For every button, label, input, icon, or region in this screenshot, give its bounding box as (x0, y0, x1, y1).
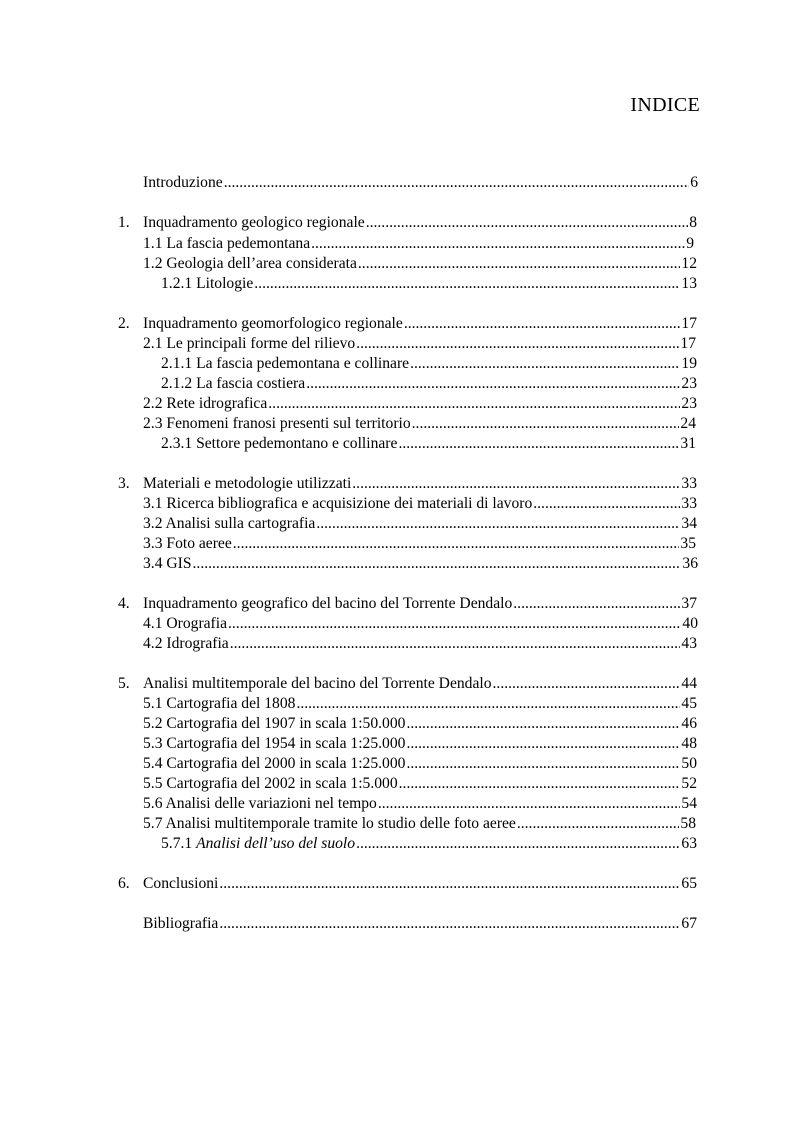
toc-entry[interactable] (143, 674, 697, 694)
toc-entry-title: 1.2.1 Litologie (161, 275, 254, 292)
toc-dot-leader (517, 814, 680, 834)
toc-entry-title: 5.4 Cartografia del 2000 in scala 1:25.000 (143, 755, 406, 772)
toc-entry-page: 54 (681, 795, 697, 812)
toc-entry[interactable] (143, 714, 697, 734)
toc-entry[interactable] (143, 614, 698, 634)
toc-entry-page: 19 (681, 355, 697, 372)
toc-dot-leader (378, 794, 681, 814)
toc-entry-title: Inquadramento geologico regionale (143, 214, 365, 231)
toc-entry-title: 1.2 Geologia dell’area considerata (143, 255, 357, 272)
toc-dot-leader (193, 554, 682, 574)
toc-entry-page: 34 (681, 515, 697, 532)
toc-dot-leader (316, 514, 680, 534)
toc-entry-page: 65 (681, 875, 697, 892)
toc-entry-title: 5.5 Cartografia del 2002 in scala 1:5.000 (143, 775, 398, 792)
toc-dot-leader (268, 394, 680, 414)
toc-dot-leader (358, 254, 681, 274)
toc-entry-prefix: 5.7.1 (161, 835, 197, 852)
toc-entry-title: 3.4 GIS (143, 555, 192, 572)
toc-entry-title: Introduzione (143, 174, 223, 191)
toc-dot-leader (410, 354, 680, 374)
toc-dot-leader (412, 414, 680, 434)
toc-dot-leader (219, 874, 680, 894)
toc-entry[interactable] (161, 354, 697, 374)
toc-dot-leader (533, 494, 680, 514)
toc-entry[interactable] (143, 334, 696, 354)
toc-entry-title: 5.1 Cartografia del 1808 (143, 695, 296, 712)
toc-entry-page: 8 (689, 214, 697, 231)
toc-dot-leader (404, 314, 681, 334)
toc-entry-title: 2.3.1 Settore pedemontano e collinare (161, 435, 398, 452)
toc-entry[interactable] (143, 173, 698, 193)
toc-entry-title: Conclusioni (143, 875, 219, 892)
toc-entry-title: 2.2 Rete idrografica (143, 395, 268, 412)
toc-entry[interactable] (143, 634, 697, 654)
toc-entry[interactable] (143, 774, 697, 794)
toc-entry-page: 17 (681, 315, 697, 332)
toc-entry-page: 40 (682, 615, 698, 632)
toc-entry-page: 43 (681, 635, 697, 652)
toc-chapter-number: 6. (118, 875, 130, 892)
toc-entry-page: 67 (681, 915, 697, 932)
toc-entry-title: 5.3 Cartografia del 1954 in scala 1:25.000 (143, 735, 406, 752)
toc-entry-page: 63 (681, 835, 697, 852)
toc-entry-page: 33 (681, 475, 697, 492)
toc-entry[interactable] (143, 494, 697, 514)
toc-entry[interactable] (161, 434, 696, 454)
toc-chapter-number: 3. (118, 475, 130, 492)
toc-dot-leader (219, 914, 680, 934)
toc-entry[interactable] (143, 734, 697, 754)
toc-entry[interactable] (143, 394, 697, 414)
toc-entry[interactable] (143, 514, 697, 534)
toc-dot-leader (352, 474, 680, 494)
toc-entry-page: 31 (680, 435, 696, 452)
toc-dot-leader (513, 594, 680, 614)
toc-entry[interactable] (143, 754, 697, 774)
toc-entry[interactable] (143, 534, 696, 554)
toc-entry-title: Analisi dell’uso del suolo (196, 835, 356, 852)
toc-entry-page: 6 (690, 174, 698, 191)
toc-entry-title: 1.1 La fascia pedemontana (143, 235, 311, 252)
toc-entry-page: 17 (680, 335, 696, 352)
toc-entry-page: 48 (681, 735, 697, 752)
toc-dot-leader (398, 434, 679, 454)
toc-dot-leader (406, 754, 680, 774)
toc-entry-title: 3.1 Ricerca bibliografica e acquisizione dei materiali di lavoro (143, 495, 533, 512)
toc-entry[interactable] (143, 694, 697, 714)
toc-dot-leader (366, 213, 689, 233)
toc-entry[interactable] (143, 474, 697, 494)
toc-entry[interactable] (143, 914, 697, 934)
toc-entry-page: 23 (681, 375, 697, 392)
toc-entry-page: 50 (681, 755, 697, 772)
toc-entry[interactable] (143, 794, 697, 814)
toc-dot-leader (296, 694, 680, 714)
toc-chapter-number: 1. (118, 214, 130, 231)
toc-dot-leader (356, 834, 680, 854)
toc-entry[interactable] (143, 234, 694, 254)
toc-dot-leader (224, 173, 690, 193)
toc-entry-title: Analisi multitemporale del bacino del Torrente Dendalo (143, 675, 492, 692)
toc-entry-title: 3.2 Analisi sulla cartografia (143, 515, 316, 532)
toc-entry-title: 2.3 Fenomeni franosi presenti sul territorio (143, 415, 411, 432)
toc-entry-page: 46 (681, 715, 697, 732)
toc-entry-title: Inquadramento geografico del bacino del Torrente Dendalo (143, 595, 513, 612)
toc-entry[interactable] (143, 554, 698, 574)
toc-entry[interactable] (161, 374, 697, 394)
toc-entry-title: Inquadramento geomorfologico regionale (143, 315, 403, 332)
toc-entry-page: 24 (680, 415, 696, 432)
toc-entry-title: Materiali e metodologie utilizzati (143, 475, 352, 492)
toc-entry-title: 5.7 Analisi multitemporale tramite lo studio delle foto aeree (143, 815, 516, 832)
toc-entry-page: 52 (681, 775, 697, 792)
toc-chapter-number: 2. (118, 315, 130, 332)
toc-entry-title: 5.6 Analisi delle variazioni nel tempo (143, 795, 377, 812)
toc-entry-page: 13 (681, 275, 697, 292)
toc-dot-leader (406, 714, 680, 734)
toc-entry-page: 9 (686, 235, 694, 252)
toc-entry-page: 44 (681, 675, 697, 692)
toc-dot-leader (228, 614, 681, 634)
toc-entry[interactable] (143, 314, 697, 334)
toc-entry-page: 33 (681, 495, 697, 512)
toc-dot-leader (493, 674, 681, 694)
toc-entry-page: 23 (681, 395, 697, 412)
toc-entry[interactable] (143, 213, 697, 233)
toc-entry-page: 45 (681, 695, 697, 712)
page-title: INDICE (630, 94, 700, 116)
toc-dot-leader (356, 334, 679, 354)
toc-entry-page: 35 (680, 535, 696, 552)
toc-entry-page: 12 (681, 255, 697, 272)
toc-entry[interactable] (143, 254, 697, 274)
toc-entry-title: Bibliografia (143, 915, 219, 932)
toc-dot-leader (254, 274, 680, 294)
toc-dot-leader (311, 234, 685, 254)
toc-entry-title: 4.2 Idrografia (143, 635, 229, 652)
toc-entry[interactable] (143, 874, 697, 894)
toc-entry[interactable] (143, 414, 696, 434)
toc-dot-leader (230, 634, 681, 654)
toc-entry-title: 2.1.1 La fascia pedemontana e collinare (161, 355, 410, 372)
toc-dot-leader (306, 374, 680, 394)
toc-entry-page: 58 (680, 815, 696, 832)
toc-entry[interactable] (161, 274, 697, 294)
toc-dot-leader (233, 534, 680, 554)
toc-dot-leader (406, 734, 680, 754)
toc-entry-page: 37 (681, 595, 697, 612)
toc-chapter-number: 4. (118, 595, 130, 612)
toc-entry[interactable] (161, 834, 697, 854)
toc-entry-title: 2.1 Le principali forme del rilievo (143, 335, 356, 352)
toc-entry-title: 5.2 Cartografia del 1907 in scala 1:50.000 (143, 715, 406, 732)
toc-entry-title: 3.3 Foto aeree (143, 535, 232, 552)
toc-entry[interactable] (143, 594, 697, 614)
toc-chapter-number: 5. (118, 675, 130, 692)
toc-entry-page: 36 (682, 555, 698, 572)
toc-entry-title: 4.1 Orografia (143, 615, 227, 632)
toc-dot-leader (399, 774, 681, 794)
toc-entry-title: 2.1.2 La fascia costiera (161, 375, 306, 392)
toc-entry[interactable] (143, 814, 696, 834)
